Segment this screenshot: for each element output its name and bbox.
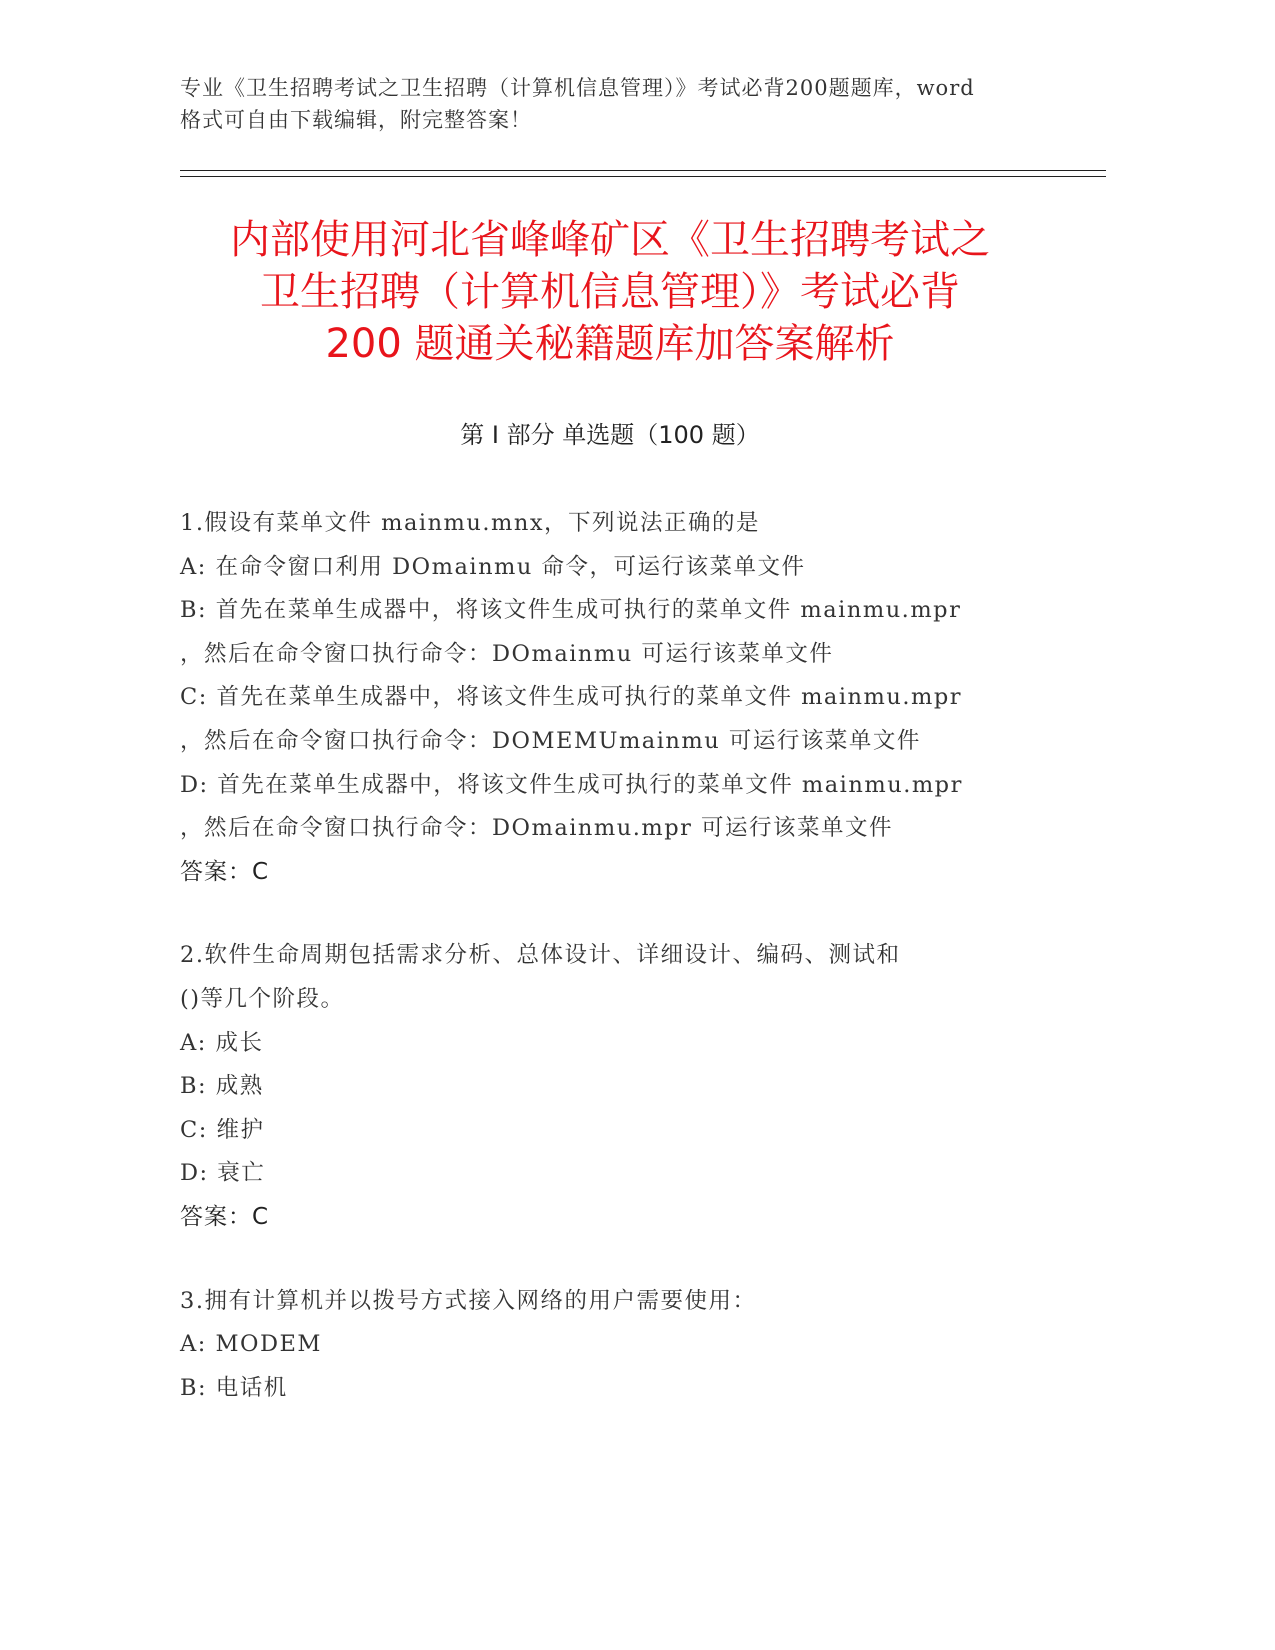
option-line: A: 成长 (180, 1029, 264, 1056)
question-list (180, 502, 1060, 1450)
option-line: D: 首先在菜单生成器中，将该文件生成可执行的菜单文件 mainmu.mpr (180, 771, 963, 798)
option-line: C: 首先在菜单生成器中，将该文件生成可执行的菜单文件 mainmu.mpr (180, 684, 963, 711)
title-line: 200 题通关秘籍题库加答案解析 (325, 321, 895, 367)
section-title: 第 I 部分 单选题（100 题） (460, 421, 760, 449)
document-title (170, 214, 1050, 370)
header-divider (180, 176, 1106, 177)
option-line: C: 维护 (180, 1116, 265, 1143)
option-line: ，然后在命令窗口执行命令：DOmainmu 可运行该菜单文件 (180, 640, 834, 667)
option-line: ，然后在命令窗口执行命令：DOMEMUmainmu 可运行该菜单文件 (180, 727, 921, 754)
title-line: 内部使用河北省峰峰矿区《卫生招聘考试之 (230, 217, 990, 263)
header-note (180, 72, 1070, 136)
header-note-line: 格式可自由下载编辑，附完整答案！ (180, 108, 532, 132)
answer-line: 答案：C (180, 1203, 270, 1230)
header-divider (180, 170, 1106, 171)
header-note-line: 专业《卫生招聘考试之卫生招聘（计算机信息管理）》考试必背200题题库，word (180, 76, 975, 100)
question-stem: 3.拥有计算机并以拨号方式接入网络的用户需要使用： (180, 1287, 757, 1314)
option-line: A: 在命令窗口利用 DOmainmu 命令，可运行该菜单文件 (180, 553, 806, 580)
option-line: B: 成熟 (180, 1073, 264, 1100)
question-item (180, 934, 1060, 1239)
option-line: B: 电话机 (180, 1374, 288, 1401)
option-line: ，然后在命令窗口执行命令：DOmainmu.mpr 可运行该菜单文件 (180, 815, 894, 842)
question-item (180, 1280, 1060, 1411)
answer-line: 答案：C (180, 858, 270, 885)
option-line: A: MODEM (180, 1331, 322, 1358)
option-line: D: 衰亡 (180, 1160, 266, 1187)
question-stem: 1.假设有菜单文件 mainmu.mnx，下列说法正确的是 (180, 510, 761, 536)
question-item (180, 502, 1060, 894)
question-stem: ()等几个阶段。 (180, 985, 345, 1012)
question-stem: 2.软件生命周期包括需求分析、总体设计、详细设计、编码、测试和 (180, 942, 901, 969)
title-line: 卫生招聘（计算机信息管理）》考试必背 (260, 269, 960, 315)
option-line: B: 首先在菜单生成器中，将该文件生成可执行的菜单文件 mainmu.mpr (180, 597, 962, 624)
